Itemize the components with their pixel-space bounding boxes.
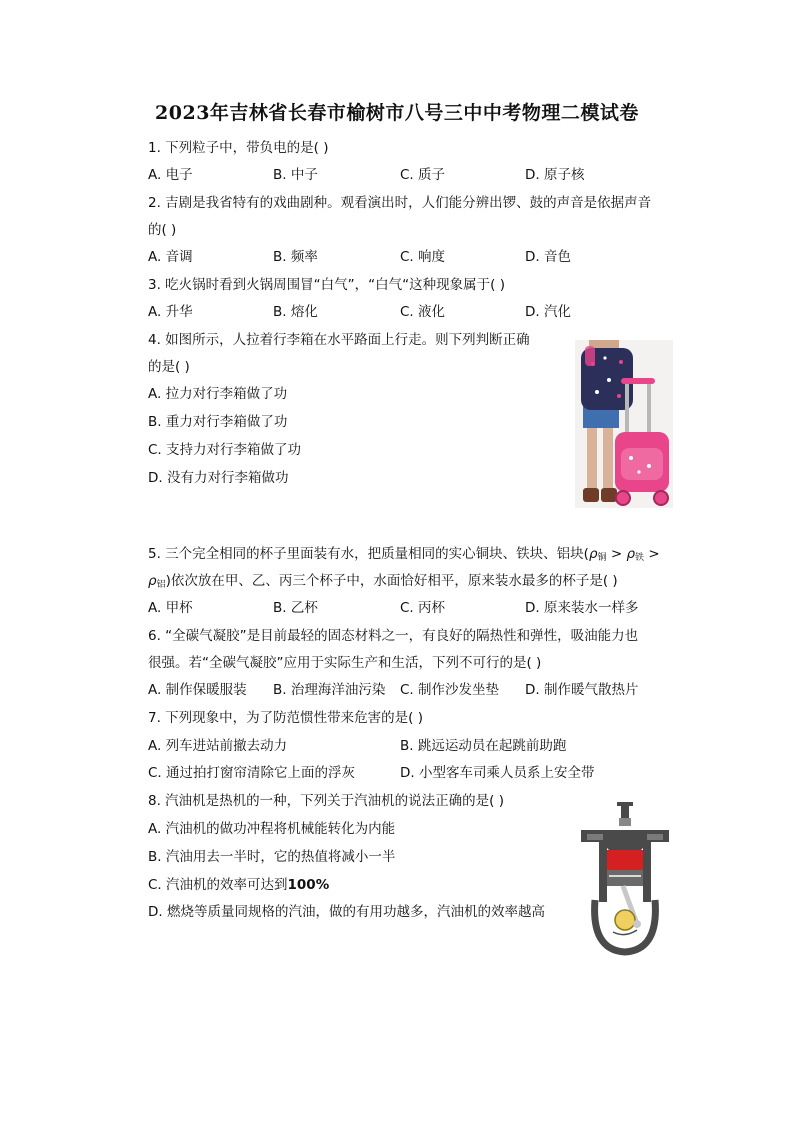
q1-option-d: D. 原子核	[525, 167, 585, 183]
q3-option-d: D. 汽化	[525, 304, 571, 320]
q8-option-a: A. 汽油机的做功冲程将机械能转化为内能	[148, 821, 396, 837]
q4-option-d: D. 没有力对行李箱做功	[148, 470, 289, 486]
q5-rho-symbol-2: ρ	[626, 546, 636, 562]
q8-option-c	[148, 876, 329, 894]
q8-option-c-value: 100%	[287, 877, 330, 893]
q3-option-a: A. 升华	[148, 304, 193, 320]
question-2-stem-line1: 2. 吉剧是我省特有的戏曲剧种。观看演出时，人们能分辨出锣、鼓的声音是依据声音	[148, 195, 652, 211]
q8-option-c-text: C. 汽油机的效率可达到	[148, 877, 288, 893]
q2-option-a: A. 音调	[148, 249, 193, 265]
q1-option-a: A. 电子	[148, 167, 193, 183]
question-1-stem: 1. 下列粒子中，带负电的是( )	[148, 140, 329, 156]
question-7-stem: 7. 下列现象中，为了防范惯性带来危害的是( )	[148, 710, 423, 726]
q5-stem-text: 5. 三个完全相同的杯子里面装有水，把质量相同的实心铜块、铁块、铝块(	[148, 546, 589, 562]
question-2-stem-line2: 的( )	[148, 222, 177, 238]
q5-greater-than-2: >	[644, 546, 660, 562]
question-6-stem-line1: 6. “全碳气凝胶”是目前最轻的固态材料之一，有良好的隔热性和弹性，吸油能力也	[148, 628, 639, 644]
q5-rho-symbol-3: ρ	[148, 573, 157, 589]
q5-aluminum-subscript: 铝	[156, 580, 166, 590]
q8-option-d: D. 燃烧等质量同规格的汽油，做的有用功越多，汽油机的效率越高	[148, 904, 545, 920]
q5-rho-symbol: ρ	[588, 546, 598, 562]
q6-option-a: A. 制作保暖服装	[148, 682, 247, 698]
q6-option-b: B. 治理海洋油污染	[273, 682, 386, 698]
question-6-stem-line2: 很强。若“全碳气凝胶”应用于实际生产和生活，下列不可行的是( )	[148, 655, 542, 671]
q7-option-a: A. 列车进站前撤去动力	[148, 738, 288, 754]
q3-option-b: B. 熔化	[273, 304, 318, 320]
q6-option-c: C. 制作沙发坐垫	[400, 682, 500, 698]
q2-option-b: B. 频率	[273, 249, 318, 265]
q7-option-d: D. 小型客车司乘人员系上安全带	[400, 765, 595, 781]
q5-option-b: B. 乙杯	[273, 600, 318, 616]
q2-option-c: C. 响度	[400, 249, 446, 265]
q3-option-c: C. 液化	[400, 304, 446, 320]
q6-option-d: D. 制作暖气散热片	[525, 682, 639, 698]
question-3-stem: 3. 吃火锅时看到火锅周围冒“白气”，“白气“这种现象属于( )	[148, 277, 505, 293]
q5-option-a: A. 甲杯	[148, 600, 193, 616]
q4-option-a: A. 拉力对行李箱做了功	[148, 386, 288, 402]
q5-iron-subscript: 铁	[635, 553, 645, 563]
question-4-stem-line1: 4. 如图所示，人拉着行李箱在水平路面上行走。则下列判断正确	[148, 332, 530, 348]
q5-greater-than: >	[606, 546, 627, 562]
q5-stem-text-2: )依次放在甲、乙、丙三个杯子中，水面恰好相平，原来装水最多的杯子是( )	[165, 573, 618, 589]
page-title: 2023年吉林省长春市榆树市八号三中中考物理二模试卷	[155, 102, 639, 124]
q5-option-d: D. 原来装水一样多	[525, 600, 639, 616]
question-5-stem-line1	[148, 545, 660, 567]
question-5-stem-line2	[148, 572, 618, 594]
q4-option-b: B. 重力对行李箱做了功	[148, 414, 288, 430]
q1-option-c: C. 质子	[400, 167, 446, 183]
q5-option-c: C. 丙杯	[400, 600, 446, 616]
question-8-stem: 8. 汽油机是热机的一种，下列关于汽油机的说法正确的是( )	[148, 793, 504, 809]
q1-option-b: B. 中子	[273, 167, 318, 183]
q4-option-c: C. 支持力对行李箱做了功	[148, 442, 302, 458]
q2-option-d: D. 音色	[525, 249, 571, 265]
engine-cylinder-image	[577, 800, 673, 956]
girl-with-backpack-image	[575, 340, 673, 508]
question-4-stem-line2: 的是( )	[148, 359, 190, 375]
q5-copper-subscript: 铜	[597, 553, 607, 563]
q7-option-c: C. 通过拍打窗帘清除它上面的浮灰	[148, 765, 356, 781]
q8-option-b: B. 汽油用去一半时，它的热值将减小一半	[148, 849, 396, 865]
q7-option-b: B. 跳远运动员在起跳前助跑	[400, 738, 567, 754]
